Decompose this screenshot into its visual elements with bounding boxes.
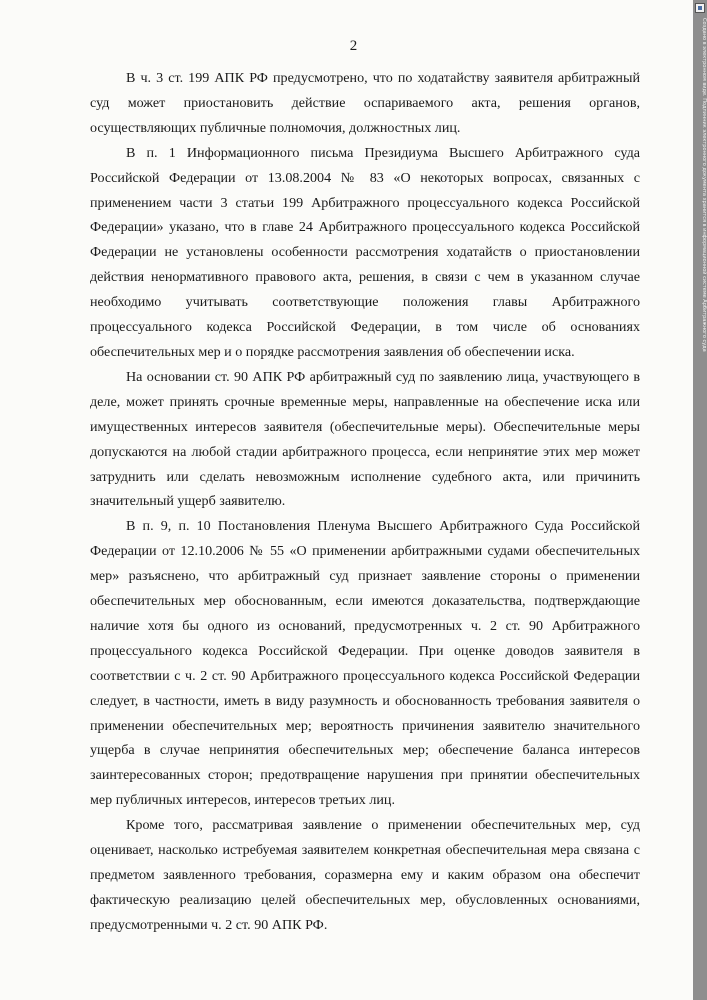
paragraph-2: В п. 1 Информационного письма Президиума Высшего Арбитражного суда Российской Федерации от 13.08.2004 № 83 «О некоторых вопросах, связанных с применением части 3 статьи 199 Арбитражного процессуального кодекса Российской Федерации» указано, что в главе 24 Арбитражного процессуального кодекса Российской Федерации не установлены особенности рассмотрения ходатайств о приостановлении действия ненормативного правового акта, решения, в связи с чем в указанном случае необходимо учитывать соответствующие положения главы Арбитражного процессуального кодекса Российской Федерации, в том числе об основаниях обеспечительных мер и о порядке рассмотрения заявления об обеспечении иска.	[90, 144, 640, 360]
document-body	[90, 66, 640, 938]
paragraph-4: В п. 9, п. 10 Постановления Пленума Высшего Арбитражного Суда Российской Федерации от 12.10.2006 № 55 «О применении арбитражными судами обеспечительных мер» разъяснено, что арбитражный суд признает заявление стороны о применении обеспечительных мер обоснованным, если имеются доказательства, подтверждающие наличие хотя бы одного из оснований, предусмотренных ч. 2 ст. 90 Арбитражного процессуального кодекса Российской Федерации. При оценке доводов заявителя в соответствии с ч. 2 ст. 90 Арбитражного процессуального кодекса Российской Федерации следует, в частности, иметь в виду разумность и обоснованность требования заявителя о применении обеспечительных мер; вероятность причинения заявителю значительного ущерба в случае непринятия обеспечительных мер; обеспечение баланса интересов заинтересованных сторон; предотвращение нарушения при принятии обеспечительных мер публичных интересов, интересов третьих лиц.	[90, 518, 640, 809]
paragraph-5: Кроме того, рассматривая заявление о применении обеспечительных мер, суд оценивает, насколько истребуемая заявителем конкретная обеспечительная мера связана с предметом заявленного требования, соразмерна ему и каким образом она обеспечит фактическую реализацию целей обеспечительных мер, обусловленных основаниями, предусмотренными ч. 2 ст. 90 АПК РФ.	[90, 817, 640, 933]
scan-side-strip	[693, 0, 707, 1000]
electronic-copy-stamp: Создано в электронном виде. Подлинник электронного документа хранится в информационной системе Арбитражного суда	[701, 18, 707, 352]
page-number: 2	[349, 38, 358, 54]
paragraph-1: В ч. 3 ст. 199 АПК РФ предусмотрено, что по ходатайству заявителя арбитражный суд может приостановить действие оспариваемого акта, решения органов, осуществляющих публичные полномочия, должностных лиц.	[90, 70, 640, 136]
document-logo-icon	[695, 3, 705, 13]
paragraph-3: На основании ст. 90 АПК РФ арбитражный суд по заявлению лица, участвующего в деле, может принять срочные временные меры, направленные на обеспечение иска или имущественных интересов заявителя (обеспечительные меры). Обеспечительные меры допускаются на любой стадии арбитражного процесса, если непринятие этих мер может затруднить или сделать невозможным исполнение судебного акта, или причинить значительный ущерб заявителю.	[90, 368, 640, 510]
